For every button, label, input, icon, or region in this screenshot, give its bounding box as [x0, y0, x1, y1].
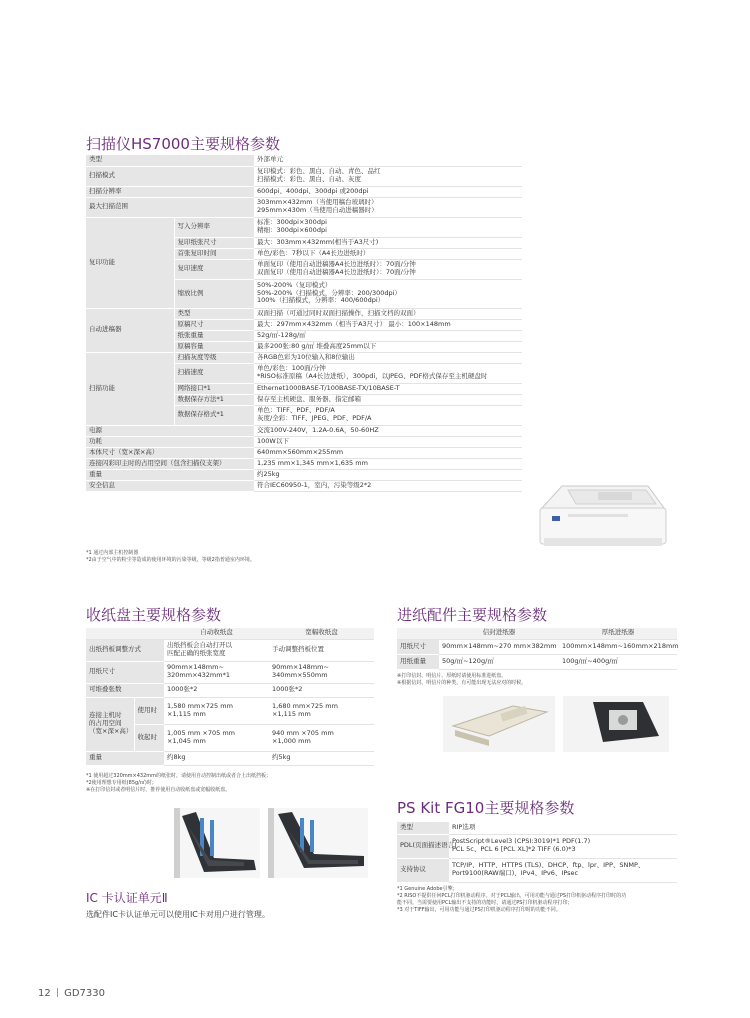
- scanner-row-value: 单色/彩色：7秒以下（A4长边进纸时）: [254, 248, 522, 259]
- tray-header-wide: 宽幅收纸盘: [269, 628, 374, 639]
- scanner-row-label: 连接闪彩印主时的占用空间（包含扫描仪支架）: [86, 458, 254, 469]
- scanner-row-value: 交流100V-240V，1.2A-0.6A，50-60HZ: [254, 425, 522, 436]
- scanner-row: [86, 425, 522, 436]
- scanner-row-value: Ethernet1000BASE-T/100BASE-TX/10BASE-T: [254, 383, 522, 394]
- feeder-notes: ※打印信封、明信片、厚纸时请使用标准进纸盘。 ※根据信封、明信片的种类，有可能出现无法应对的时候。: [397, 673, 527, 686]
- scanner-row-value: 约25kg: [254, 469, 522, 480]
- scanner-row-label: 安全信息: [86, 480, 254, 491]
- scanner-section-title: 扫描仪HS7000主要规格参数: [86, 135, 280, 153]
- scanner-row-value: 50%-200%（复印模式） 50%-200%（扫描模式，分辨率：200/300dpi） 100%（扫描模式，分辨率：400/600dpi）: [254, 279, 522, 308]
- ps-notes: *1 Genuine Adobe引擎； *2 RISO不提供任何PCL打印机驱动程序。对于PCL输出，可用功能与通过PS打印机驱动程序打印时的功 能不同。当需要使用PCL输出不支持的功能时，请通过PS打印机驱动程序打印； *3 对于TIFF输出，可用功能与通过PS打印机驱动程序打印时的功能不同。: [397, 886, 627, 913]
- scanner-row: [86, 469, 522, 480]
- scanner-row-label: 重量: [86, 469, 254, 480]
- scanner-row-sublabel: 复印速度: [174, 259, 254, 279]
- scanner-row-sublabel: 扫描灰度等级: [174, 352, 254, 363]
- scanner-row-label: 类型: [86, 155, 254, 166]
- scanner-notes: [86, 550, 255, 564]
- ic-description: 选配件IC卡认证单元可以使用IC卡对用户进行管理。: [86, 910, 270, 919]
- feeder-spec-table: 信封进纸器 厚纸进纸器 用纸尺寸 90mm×148mm~270 mm×382mm 100mm×148mm~160mm×218mm 用纸重量 50g/㎡~120g/㎡ 100g/㎡~400g/㎡: [397, 628, 677, 670]
- scanner-row-value: 双面扫描（可通过同时双面扫描操作，扫描文档的双面）: [254, 308, 522, 319]
- tray-header-auto: 自动收纸盘: [164, 628, 269, 639]
- page-footer: [38, 988, 105, 999]
- scanner-row-label: 最大扫描范围: [86, 197, 254, 217]
- scanner-row-value: 单色：TIFF、PDF、PDF/A 灰度/全彩：TIFF、JPEG、PDF、PDF/A: [254, 405, 522, 425]
- scanner-row-value: 单色/彩色：100面/分钟 *RISO标准原稿（A4长边进纸），300pdi，以JPEG、PDF格式保存至主机硬盘时: [254, 363, 522, 383]
- scanner-row-value: 最大：297mm×432mm（相当于A3尺寸） 最小：100×148mm: [254, 319, 522, 330]
- scanner-row-value: 最大：303mm×432mm(相当于A3尺寸): [254, 237, 522, 248]
- scanner-row: [86, 308, 522, 319]
- scanner-row-sublabel: 扫描速度: [174, 363, 254, 383]
- scanner-row: [86, 458, 522, 469]
- scanner-row: [86, 166, 522, 186]
- scanner-row-value: 外部单元: [254, 155, 522, 166]
- scanner-row-sublabel: 缩放比例: [174, 279, 254, 308]
- scanner-row-label: 扫描功能: [86, 352, 174, 425]
- tray-row-label: 可堆叠张数: [86, 683, 164, 697]
- scanner-row: [86, 480, 522, 491]
- tray-spec-table: 自动收纸盘 宽幅收纸盘 出纸挡板调整方式 出纸挡板会自动打开以 匹配正确的纸张宽度 手动调整挡板位置 用纸尺寸 90mm×148mm~ 320mm×432mm*1 90mm×148mm~ 340mm×550mm 可堆叠张数 1000张*2 1000张*2 连接主机时 的占用空间 （宽×深×高） 使用时 1,580 mm×725 mm ×1,115 mm 1,680 mm×725 mm ×1,115 mm 收起时 1,005 mm ×705 mm ×1,045 mm 940 mm ×705 mm ×1,000 mm 重量 约8kg 约5kg: [86, 628, 374, 766]
- model-name: GD7330: [64, 988, 106, 999]
- footer-divider: [57, 988, 58, 997]
- scanner-row: [86, 197, 522, 217]
- scanner-row-value: 640mm×560mm×255mm: [254, 447, 522, 458]
- scanner-row: [86, 186, 522, 197]
- scanner-row-value: 复印模式：彩色、黑白、自动、青色、品红 扫描模式：彩色、黑白、自动、灰度: [254, 166, 522, 186]
- tray-section-title: 收纸盘主要规格参数: [86, 606, 222, 624]
- envelope-feeder-image: [443, 696, 555, 752]
- scanner-row: [86, 447, 522, 458]
- scanner-row-sublabel: 数据保存方法*1: [174, 394, 254, 405]
- feeder-header-envelope: 信封进纸器: [439, 628, 559, 639]
- scanner-row-sublabel: 类型: [174, 308, 254, 319]
- scanner-row-sublabel: 纸张重量: [174, 330, 254, 341]
- scanner-note: *1 通过内部主机控制器: [86, 550, 139, 556]
- scanner-row-label: 电源: [86, 425, 254, 436]
- scanner-row-label: 扫描分辨率: [86, 186, 254, 197]
- feeder-section-title: 进纸配件主要规格参数: [397, 606, 548, 624]
- scanner-row: [86, 436, 522, 447]
- scanner-row-value: 100W以下: [254, 436, 522, 447]
- scanner-row-value: 600dpi、400dpi、300dpi 或200dpi: [254, 186, 522, 197]
- scanner-row-sublabel: 首张复印时间: [174, 248, 254, 259]
- scanner-row-label: 本体尺寸（宽×深×高）: [86, 447, 254, 458]
- scanner-row-sublabel: 网络接口*1: [174, 383, 254, 394]
- ps-section-title: PS Kit FG10主要规格参数: [397, 799, 575, 817]
- scanner-row-sublabel: 复印纸张尺寸: [174, 237, 254, 248]
- tray-notes: *1 使用超过320mm×432mm的纸张时，请使用自动控制出纸或者合上出纸挡板； *2使用理想专用纸(85g/㎡)时； ※在打印信封或者明信片时，推荐使用自动收纸盘或宽幅收纸盘。: [86, 773, 272, 793]
- scanner-row-value: 52g/㎡-128g/㎡: [254, 330, 522, 341]
- scanner-row-value: 303mm×432mm（当使用稿台玻璃时） 295mm×430m（当使用自动进稿器时）: [254, 197, 522, 217]
- scanner-row-value: 1,235 mm×1,345 mm×1,635 mm: [254, 458, 522, 469]
- scanner-row-sublabel: 写入分辨率: [174, 217, 254, 237]
- card-feeder-image: [563, 696, 669, 752]
- scanner-row-value: 单面复印（使用自动进稿器A4长边进纸时）：70面/分钟 双面复印（使用自动进稿器A4长边进纸时）：70面/分钟: [254, 259, 522, 279]
- scanner-row-label: 复印功能: [86, 217, 174, 308]
- wide-tray-image: [268, 808, 368, 878]
- scanner-row-sublabel: 原稿容量: [174, 341, 254, 352]
- scanner-row-value: 最多200张:80 g/㎡ 堆叠高度25mm以下: [254, 341, 522, 352]
- ps-spec-table: 类型 RIP选项 PDL(页面描述语言) PostScript®Level3 (CPSI:3019)*1 PDF(1.7) PCL 5c、PCL 6 [PCL XL]*2 TIFF (6.0)*3 支持协议 TCP/IP、HTTP、HTTPS (TLS)、DHCP、ftp、lpr、IPP、SNMP、 Port9100(RAW端口)、IPv4、IPv6、IPsec: [397, 822, 677, 883]
- scanner-image: [528, 478, 672, 562]
- scanner-row-value: 符合IEC60950-1，室内，污染等级2*2: [254, 480, 522, 491]
- page-number: 12: [38, 988, 51, 999]
- scanner-note: *2由于空气中的粉尘等造成的使用环境的污染等级，等级2指普通室内环境。: [86, 557, 255, 563]
- tray-space-label: 连接主机时 的占用空间 （宽×深×高）: [86, 697, 134, 751]
- feeder-header-thick: 厚纸进纸器: [559, 628, 677, 639]
- scanner-row-label: 自动进稿器: [86, 308, 174, 352]
- scanner-row-label: 功耗: [86, 436, 254, 447]
- ic-section-title: IC 卡认证单元Ⅱ: [86, 891, 168, 905]
- scanner-row-sublabel: 原稿尺寸: [174, 319, 254, 330]
- tray-row-label: 用纸尺寸: [86, 661, 164, 683]
- scanner-row-value: 保存至主机硬盘、服务器、指定邮箱: [254, 394, 522, 405]
- scanner-row: [86, 217, 522, 237]
- scanner-row: [86, 155, 522, 166]
- scanner-row-value: 标准：300dpi×300dpi 精细：300dpi×600dpi: [254, 217, 522, 237]
- scanner-row-label: 扫描模式: [86, 166, 254, 186]
- tray-row-label: 出纸挡板调整方式: [86, 639, 164, 661]
- auto-tray-image: [174, 808, 260, 878]
- scanner-row-value: 各RGB色彩为10位输入和8位输出: [254, 352, 522, 363]
- scanner-row: [86, 352, 522, 363]
- scanner-spec-table: [86, 155, 522, 492]
- scanner-row-sublabel: 数据保存格式*1: [174, 405, 254, 425]
